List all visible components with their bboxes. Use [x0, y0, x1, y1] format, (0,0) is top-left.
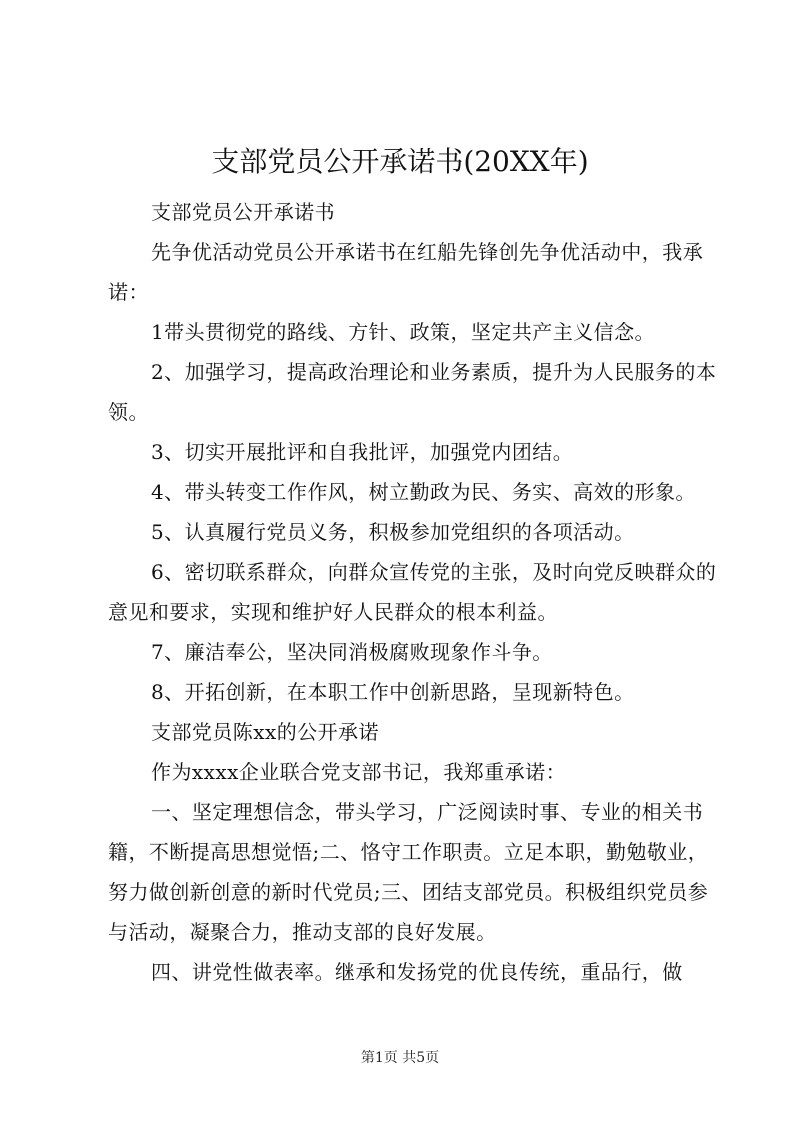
paragraph: 先争优活动党员公开承诺书在红船先锋创先争优活动中，我承诺： — [108, 240, 704, 304]
paragraph: 2、加强学习，提高政治理论和业务素质，提升为人民服务的本领。 — [108, 360, 717, 424]
paragraph: 4、带头转变工作作风，树立勤政为民、务实、高效的形象。 — [151, 480, 696, 504]
paragraph: 3、切实开展批评和自我批评，加强党内团结。 — [151, 440, 574, 464]
paragraph: 1带头贯彻党的路线、方针、政策，坚定共产主义信念。 — [151, 320, 655, 344]
paragraph: 一、坚定理想信念，带头学习，广泛阅读时事、专业的相关书籍，不断提高思想觉悟;二、恪守工作职责。立足本职，勤勉敬业，努力做创新创意的新时代党员;三、团结支部党员。积极组织党员参与活动，凝聚合力，推动支部的良好发展。 — [108, 800, 709, 944]
document-body — [108, 192, 720, 992]
page-footer: 第1页 共5页 — [360, 1050, 440, 1066]
paragraph: 支部党员陈xx的公开承诺 — [151, 720, 379, 744]
paragraph: 8、开拓创新，在本职工作中创新思路，呈现新特色。 — [151, 680, 635, 704]
paragraph: 四、讲党性做表率。继承和发扬党的优良传统，重品行，做 — [151, 960, 683, 984]
paragraph: 作为xxxx企业联合党支部书记，我郑重承诺： — [151, 760, 567, 784]
paragraph: 7、廉洁奉公，坚决同消极腐败现象作斗争。 — [151, 640, 553, 664]
paragraph: 5、认真履行党员义务，积极参加党组织的各项活动。 — [151, 520, 635, 544]
document-title: 支部党员公开承诺书(20XX年) — [211, 145, 589, 178]
paragraph: 支部党员公开承诺书 — [151, 200, 336, 224]
paragraph: 6、密切联系群众，向群众宣传党的主张，及时向党反映群众的意见和要求，实现和维护好人民群众的根本利益。 — [108, 560, 717, 624]
